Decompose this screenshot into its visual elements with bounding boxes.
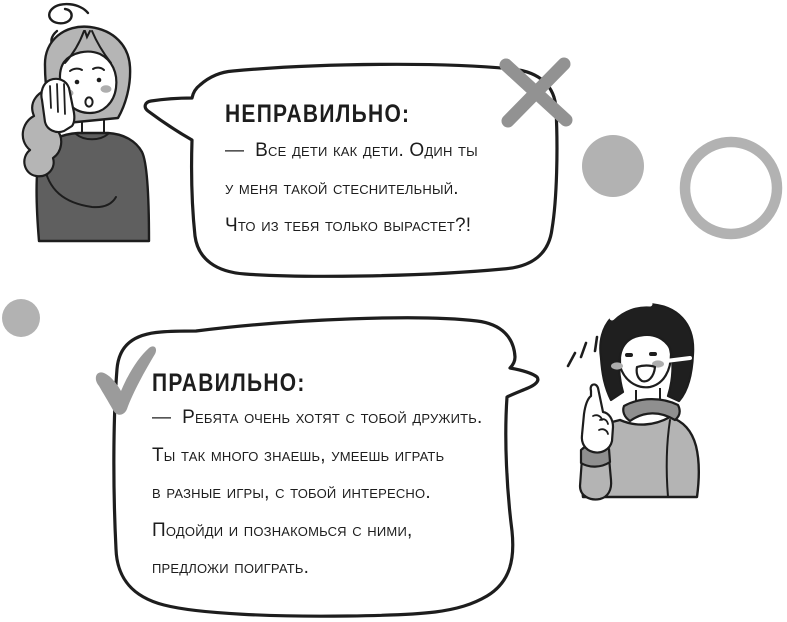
- wrong-bubble-line: у меня такой стеснительный.: [225, 177, 459, 199]
- wrong-bubble-line: — Все дети как дети. Один ты: [225, 140, 478, 161]
- gray-ring-circle: [685, 142, 777, 234]
- woman1-left-eye: [75, 80, 80, 85]
- woman2-collar: [623, 399, 679, 421]
- sparkle-lines-icon: [568, 337, 597, 366]
- woman1-right-eye: [97, 78, 102, 83]
- medium-gray-circle: [582, 135, 644, 197]
- right-bubble-line: — Ребята очень хотят с тобой дружить.: [152, 407, 483, 428]
- worried-woman-illustration: [23, 4, 149, 241]
- right-bubble-title: ПРАВИЛЬНО:: [152, 369, 306, 397]
- wrong-bubble-body: [225, 132, 478, 245]
- small-gray-circle: [2, 299, 40, 337]
- woman1-right-blush: [101, 85, 112, 93]
- right-bubble-line: предложи поиграть.: [152, 557, 310, 578]
- woman1-mouth: [85, 97, 92, 106]
- woman2-left-blush: [611, 362, 623, 369]
- right-bubble-line: Ты так много знаешь, умеешь играть: [152, 444, 445, 466]
- wrong-bubble-line: Что из тебя только вырастет?!: [225, 215, 472, 236]
- cheerful-woman-illustration: [568, 304, 699, 500]
- wrong-bubble-title: НЕПРАВИЛЬНО:: [225, 100, 411, 128]
- right-bubble-body: [152, 399, 483, 587]
- right-bubble-line: в разные игры, с тобой интересно.: [152, 482, 431, 503]
- right-bubble-line: Подойди и познакомься с ними,: [152, 519, 413, 541]
